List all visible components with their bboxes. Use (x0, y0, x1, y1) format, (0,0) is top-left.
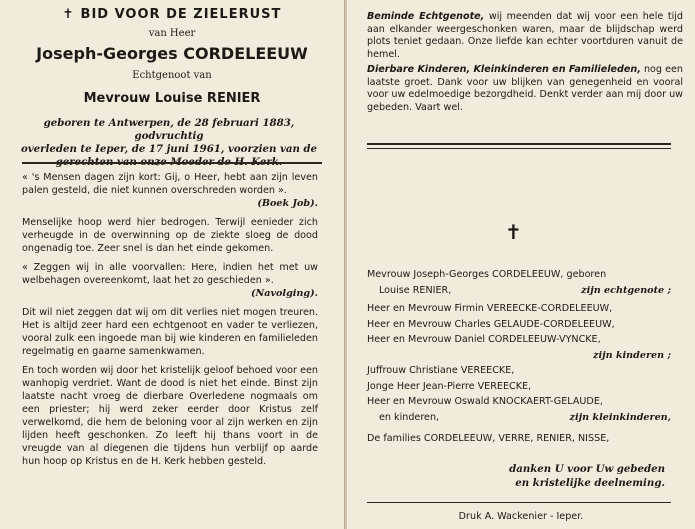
wife-name: Mevrouw Louise RENIER (83, 91, 261, 106)
paragraph: Dierbare Kinderen, Kleinkinderen en Familieleden, nog een laatste groet. Dank voor uw blijken van genegenheid en vooral voor uw edelmoedige bezorgdheid. Denkt verder aan mij door uw gebeden. Vaart wel. (367, 64, 683, 113)
echtgenoot-label: Echtgenoot van (132, 70, 212, 81)
relation-label: zijn kleinkinderen, (569, 411, 671, 423)
thanks-text: danken U voor Uw gebeden en kristelijke deelneming. (509, 463, 665, 489)
family-row: Louise RENIER, zijn echtgenote ; (367, 283, 671, 299)
citation: (Navolging). (250, 288, 318, 299)
left-body (22, 171, 318, 474)
divider (367, 143, 671, 145)
divider (367, 502, 671, 503)
paragraph: Beminde Echtgenote, wij meenden dat wij voor een hele tijd aan elkander weergeschonken waren, maar de blijdschap werd plots teniet gedaan. Onze liefde kan echter voortduren vanuit de hemel. (367, 11, 683, 60)
family-row: Jonge Heer Jean-Pierre VEREECKE, (367, 380, 532, 392)
right-body (367, 11, 683, 117)
card-title (0, 7, 344, 22)
salutation: Dierbare Kinderen, Kleinkinderen en Familieleden, (367, 64, 641, 75)
citation: (Boek Job). (257, 198, 318, 209)
paragraph: Menselijke hoop werd hier bedrogen. Terwijl eenieder zich verheugde in de overwinning op de ziekte sloeg de dood ongenadig toe. Zeer snel is dan het einde gekomen. (22, 217, 318, 254)
relation-label: zijn kinderen ; (593, 349, 671, 361)
relation-label: zijn echtgenote ; (581, 284, 671, 296)
paragraph: En toch worden wij door het kristelijk geloof behoed voor een wanhopig verdriet. Want de dood is niet het einde. Binst zijn laatste nacht vroeg de dierbare Overledene nogmaals om een priester; hij werd zeker eerder door Kristus zelf verwelkomd, die hem de beloning voor al zijn werken en zijn lijden heeft geschonken. Zo leeft hij thans voort in de vreugde van al diegenen die tijdens hun verblijf op aarde hun hoop op Kristus en de H. Kerk hebben gesteld. (22, 365, 318, 467)
cross-icon: ✝ (505, 220, 522, 244)
family-row: en kinderen, zijn kleinkinderen, (367, 410, 671, 426)
cross-icon: ✝ (62, 7, 75, 22)
title-text: BID VOOR DE ZIELERUST (80, 7, 282, 22)
birth-line: geboren te Antwerpen, de 28 februari 1883, godvruchtig (43, 117, 295, 142)
left-page (0, 0, 345, 529)
printer-credit: Druk A. Wackenier - Ieper. (458, 511, 584, 522)
paragraph: « 's Mensen dagen zijn kort: Gij, o Heer, hebt aan zijn leven palen gesteld, die niet kunnen overschreden worden ». (Boek Job). (22, 172, 318, 209)
family-row: Heer en Mevrouw Daniel CORDELEEUW-VYNCKE, (367, 334, 601, 345)
right-page (347, 0, 695, 529)
paragraph: Dit wil niet zeggen dat wij om dit verlies niet mogen treuren. Het is altijd zeer hard een echtgenoot en vader te verliezen, vooral zulk een ingoede man bij wie kinderen en familieleden regelmatig en gaarne samenkwamen. (22, 307, 318, 357)
family-row: Heer en Mevrouw Charles GELAUDE-CORDELEEUW, (367, 318, 615, 330)
van-heer: van Heer (148, 28, 196, 39)
death-line: overleden te Ieper, de 17 juni 1961, voorzien van de (20, 143, 318, 155)
deceased-name: Joseph-Georges CORDELEEUW (36, 44, 308, 63)
paragraph: « Zeggen wij in alle voorvallen: Here, indien het met uw welbehagen overeenkomt, laat het zo geschieden ». (Navolging). (22, 262, 318, 299)
family-row (367, 348, 671, 364)
divider (367, 148, 671, 149)
family-row: Mevrouw Joseph-Georges CORDELEEUW, geboren (367, 269, 607, 280)
divider (22, 162, 322, 164)
family-row: Heer en Mevrouw Firmin VEREECKE-CORDELEEUW, (367, 303, 613, 314)
salutation: Beminde Echtgenote, (367, 11, 485, 22)
family-list (367, 267, 671, 447)
family-row: De families CORDELEEUW, VERRE, RENIER, NISSE, (367, 433, 610, 444)
family-row: Heer en Mevrouw Oswald KNOCKAERT-GELAUDE, (367, 396, 603, 407)
family-row: Juffrouw Christiane VEREECKE, (367, 365, 515, 376)
